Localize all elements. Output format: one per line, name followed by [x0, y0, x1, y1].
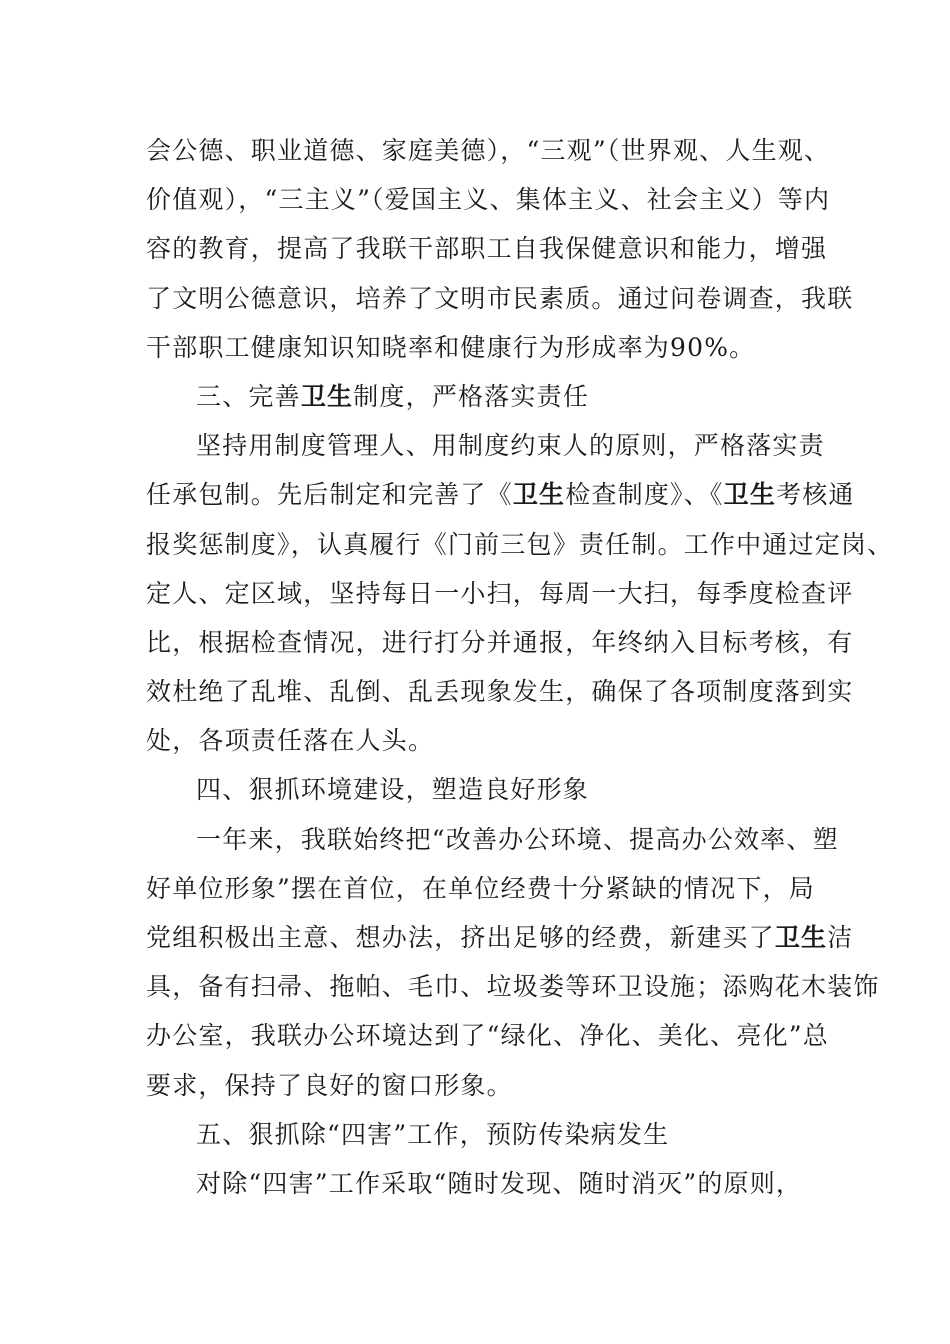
- text-segment: 检查制度》、《: [565, 480, 724, 510]
- text-segment: 办公室，我联办公环境达到了“绿化、净化、美化、亮化”总: [146, 1021, 829, 1051]
- paragraph-line: [146, 1061, 818, 1110]
- paragraph-line-indented: [146, 372, 818, 421]
- text-segment: 会公德、职业道德、家庭美德），“三观”（世界观、人生观、: [146, 136, 831, 165]
- paragraph-line: [146, 126, 831, 175]
- text-segment: 对除“四害”工作采取“随时发现、随时消灭”的原则，: [196, 1168, 803, 1198]
- paragraph-line: [146, 569, 854, 618]
- paragraph-line: [146, 520, 894, 569]
- text-segment: 洁: [827, 923, 854, 952]
- paragraph-line: [146, 667, 854, 716]
- paragraph-line: [146, 274, 854, 323]
- text-segment: 党组积极出主意、想办法，挤出足够的经费，新建买了: [146, 923, 775, 952]
- text-segment: 价值观），“三主义”（爱国主义、集体主义、社会主义）等内: [146, 185, 831, 215]
- paragraph-line: [146, 323, 818, 372]
- document-body: [146, 126, 894, 1208]
- text-segment: 干部职工健康知识知晓率和健康行为形成率为90%。: [146, 332, 756, 362]
- paragraph-line: [146, 913, 854, 962]
- highlighted-term: 卫生: [774, 923, 828, 952]
- text-segment: 好单位形象”摆在首位，在单位经费十分紧缺的情况下，局: [146, 873, 815, 903]
- text-segment: 考核通: [776, 480, 855, 510]
- text-segment: 五、狠抓除“四害”工作，预防传染病发生: [196, 1119, 670, 1149]
- paragraph-line: [146, 618, 854, 667]
- text-segment: 一年来，我联始终把“改善办公环境、提高办公效率、塑: [196, 824, 839, 854]
- paragraph-line: [146, 962, 880, 1011]
- text-segment: 效杜绝了乱堆、乱倒、乱丢现象发生，确保了各项制度落到实: [146, 677, 854, 707]
- text-segment: 报奖惩制度》，认真履行《门前三包》责任制。工作中通过定岗、: [146, 529, 894, 559]
- paragraph-line-indented: [146, 1110, 818, 1159]
- highlighted-term: 卫生: [300, 381, 354, 411]
- text-segment: 制度，严格落实责任: [353, 381, 590, 411]
- highlighted-term: 卫生: [723, 480, 777, 510]
- paragraph-line: [146, 175, 831, 224]
- text-segment: 了文明公德意识，培养了文明市民素质。通过问卷调查，我联: [146, 283, 854, 313]
- text-segment: 任承包制。先后制定和完善了《: [146, 480, 513, 510]
- paragraph-line: [146, 224, 828, 273]
- text-segment: 四、狠抓环境建设，塑造良好形象: [196, 775, 590, 805]
- paragraph-line: [146, 864, 818, 913]
- paragraph-line-indented: [146, 765, 818, 814]
- text-segment: 容的教育，提高了我联干部职工自我保健意识和能力，增强: [146, 234, 828, 264]
- paragraph-line: [146, 470, 855, 519]
- text-segment: 处，各项责任落在人头。: [146, 726, 435, 756]
- paragraph-line: [146, 716, 818, 765]
- highlighted-term: 卫生: [512, 480, 566, 510]
- text-segment: 坚持用制度管理人、用制度约束人的原则，严格落实责: [196, 431, 825, 461]
- paragraph-line: [146, 1011, 829, 1060]
- text-segment: 具，备有扫帚、拖帕、毛巾、垃圾娄等环卫设施；添购花木装饰: [146, 972, 880, 1002]
- text-segment: 三、完善: [196, 381, 301, 411]
- text-segment: 要求，保持了良好的窗口形象。: [146, 1070, 513, 1100]
- paragraph-line-indented: [146, 1159, 818, 1208]
- paragraph-line-indented: [146, 421, 825, 470]
- text-segment: 比，根据检查情况，进行打分并通报，年终纳入目标考核，有: [146, 627, 854, 657]
- text-segment: 定人、定区域，坚持每日一小扫，每周一大扫，每季度检查评: [146, 578, 854, 608]
- paragraph-line-indented: [146, 815, 839, 864]
